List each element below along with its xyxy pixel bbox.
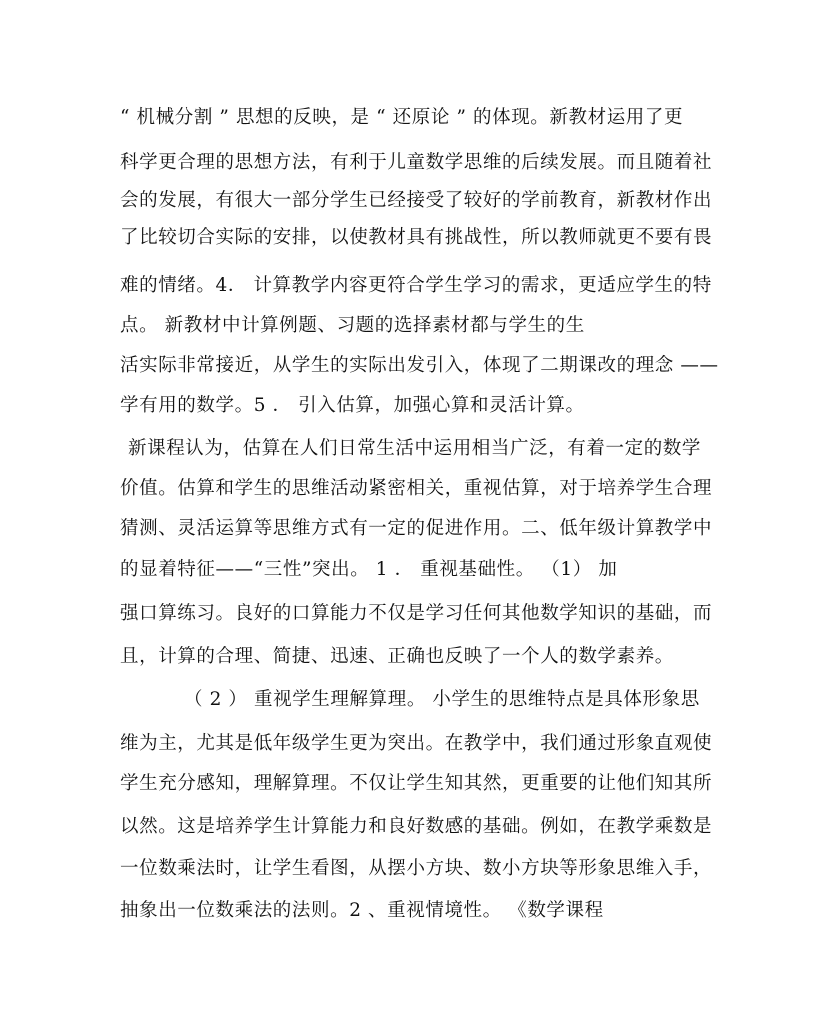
text-line: “ 机械分割 ” 思想的反映，是 “ 还原论 ” 的体现。新教材运用了更 — [120, 107, 684, 128]
text-line: 的显着特征——“三性”突出。 1 ． 重视基础性。 （1） 加 — [120, 559, 618, 580]
text-line: 且，计算的合理、简捷、迅速、正确也反映了一个人的数学素养。 — [120, 646, 674, 667]
text-line: 难的情绪。4． 计算教学内容更符合学生学习的需求，更适应学生的特 — [120, 275, 712, 296]
text-line: （ 2 ） 重视学生理解算理。 小学生的思维特点是具体形象思 — [184, 689, 700, 710]
text-line: 以然。这是培养学生计算能力和良好数感的基础。例如，在教学乘数是 — [120, 816, 713, 837]
text-line: 点。 新教材中计算例题、习题的选择素材都与学生的生 — [120, 315, 585, 336]
text-line: 一位数乘法时，让学生看图，从摆小方块、数小方块等形象思维入手， — [120, 858, 713, 879]
text-line: 价值。估算和学生的思维活动紧密相关，重视估算，对于培养学生合理 — [120, 478, 713, 499]
text-line: 新课程认为，估算在人们日常生活中运用相当广泛，有着一定的数学 — [128, 438, 702, 459]
text-line: 活实际非常接近，从学生的实际出发引入，体现了二期课改的理念 —— — [120, 355, 719, 376]
text-line: 会的发展，有很大一部分学生已经接受了较好的学前教育，新教材作出 — [120, 190, 713, 211]
text-line: 强口算练习。良好的口算能力不仅是学习任何其他数学知识的基础，而 — [120, 603, 713, 624]
text-line: 抽象出一位数乘法的法则。2 、重视情境性。 《数学课程 — [120, 900, 604, 921]
text-line: 了比较切合实际的安排，以使教材具有挑战性，所以教师就更不要有畏 — [120, 227, 713, 248]
text-line: 学有用的数学。5 ． 引入估算，加强心算和灵活计算。 — [120, 395, 585, 416]
text-line: 学生充分感知，理解算理。不仅让学生知其然，更重要的让他们知其所 — [120, 773, 713, 794]
text-line: 维为主，尤其是低年级学生更为突出。在教学中，我们通过形象直观使 — [120, 733, 713, 754]
text-line: 科学更合理的思想方法，有利于儿童数学思维的后续发展。而且随着社 — [120, 152, 713, 173]
text-line: 猜测、灵活运算等思维方式有一定的促进作用。二、低年级计算教学中 — [120, 518, 713, 539]
